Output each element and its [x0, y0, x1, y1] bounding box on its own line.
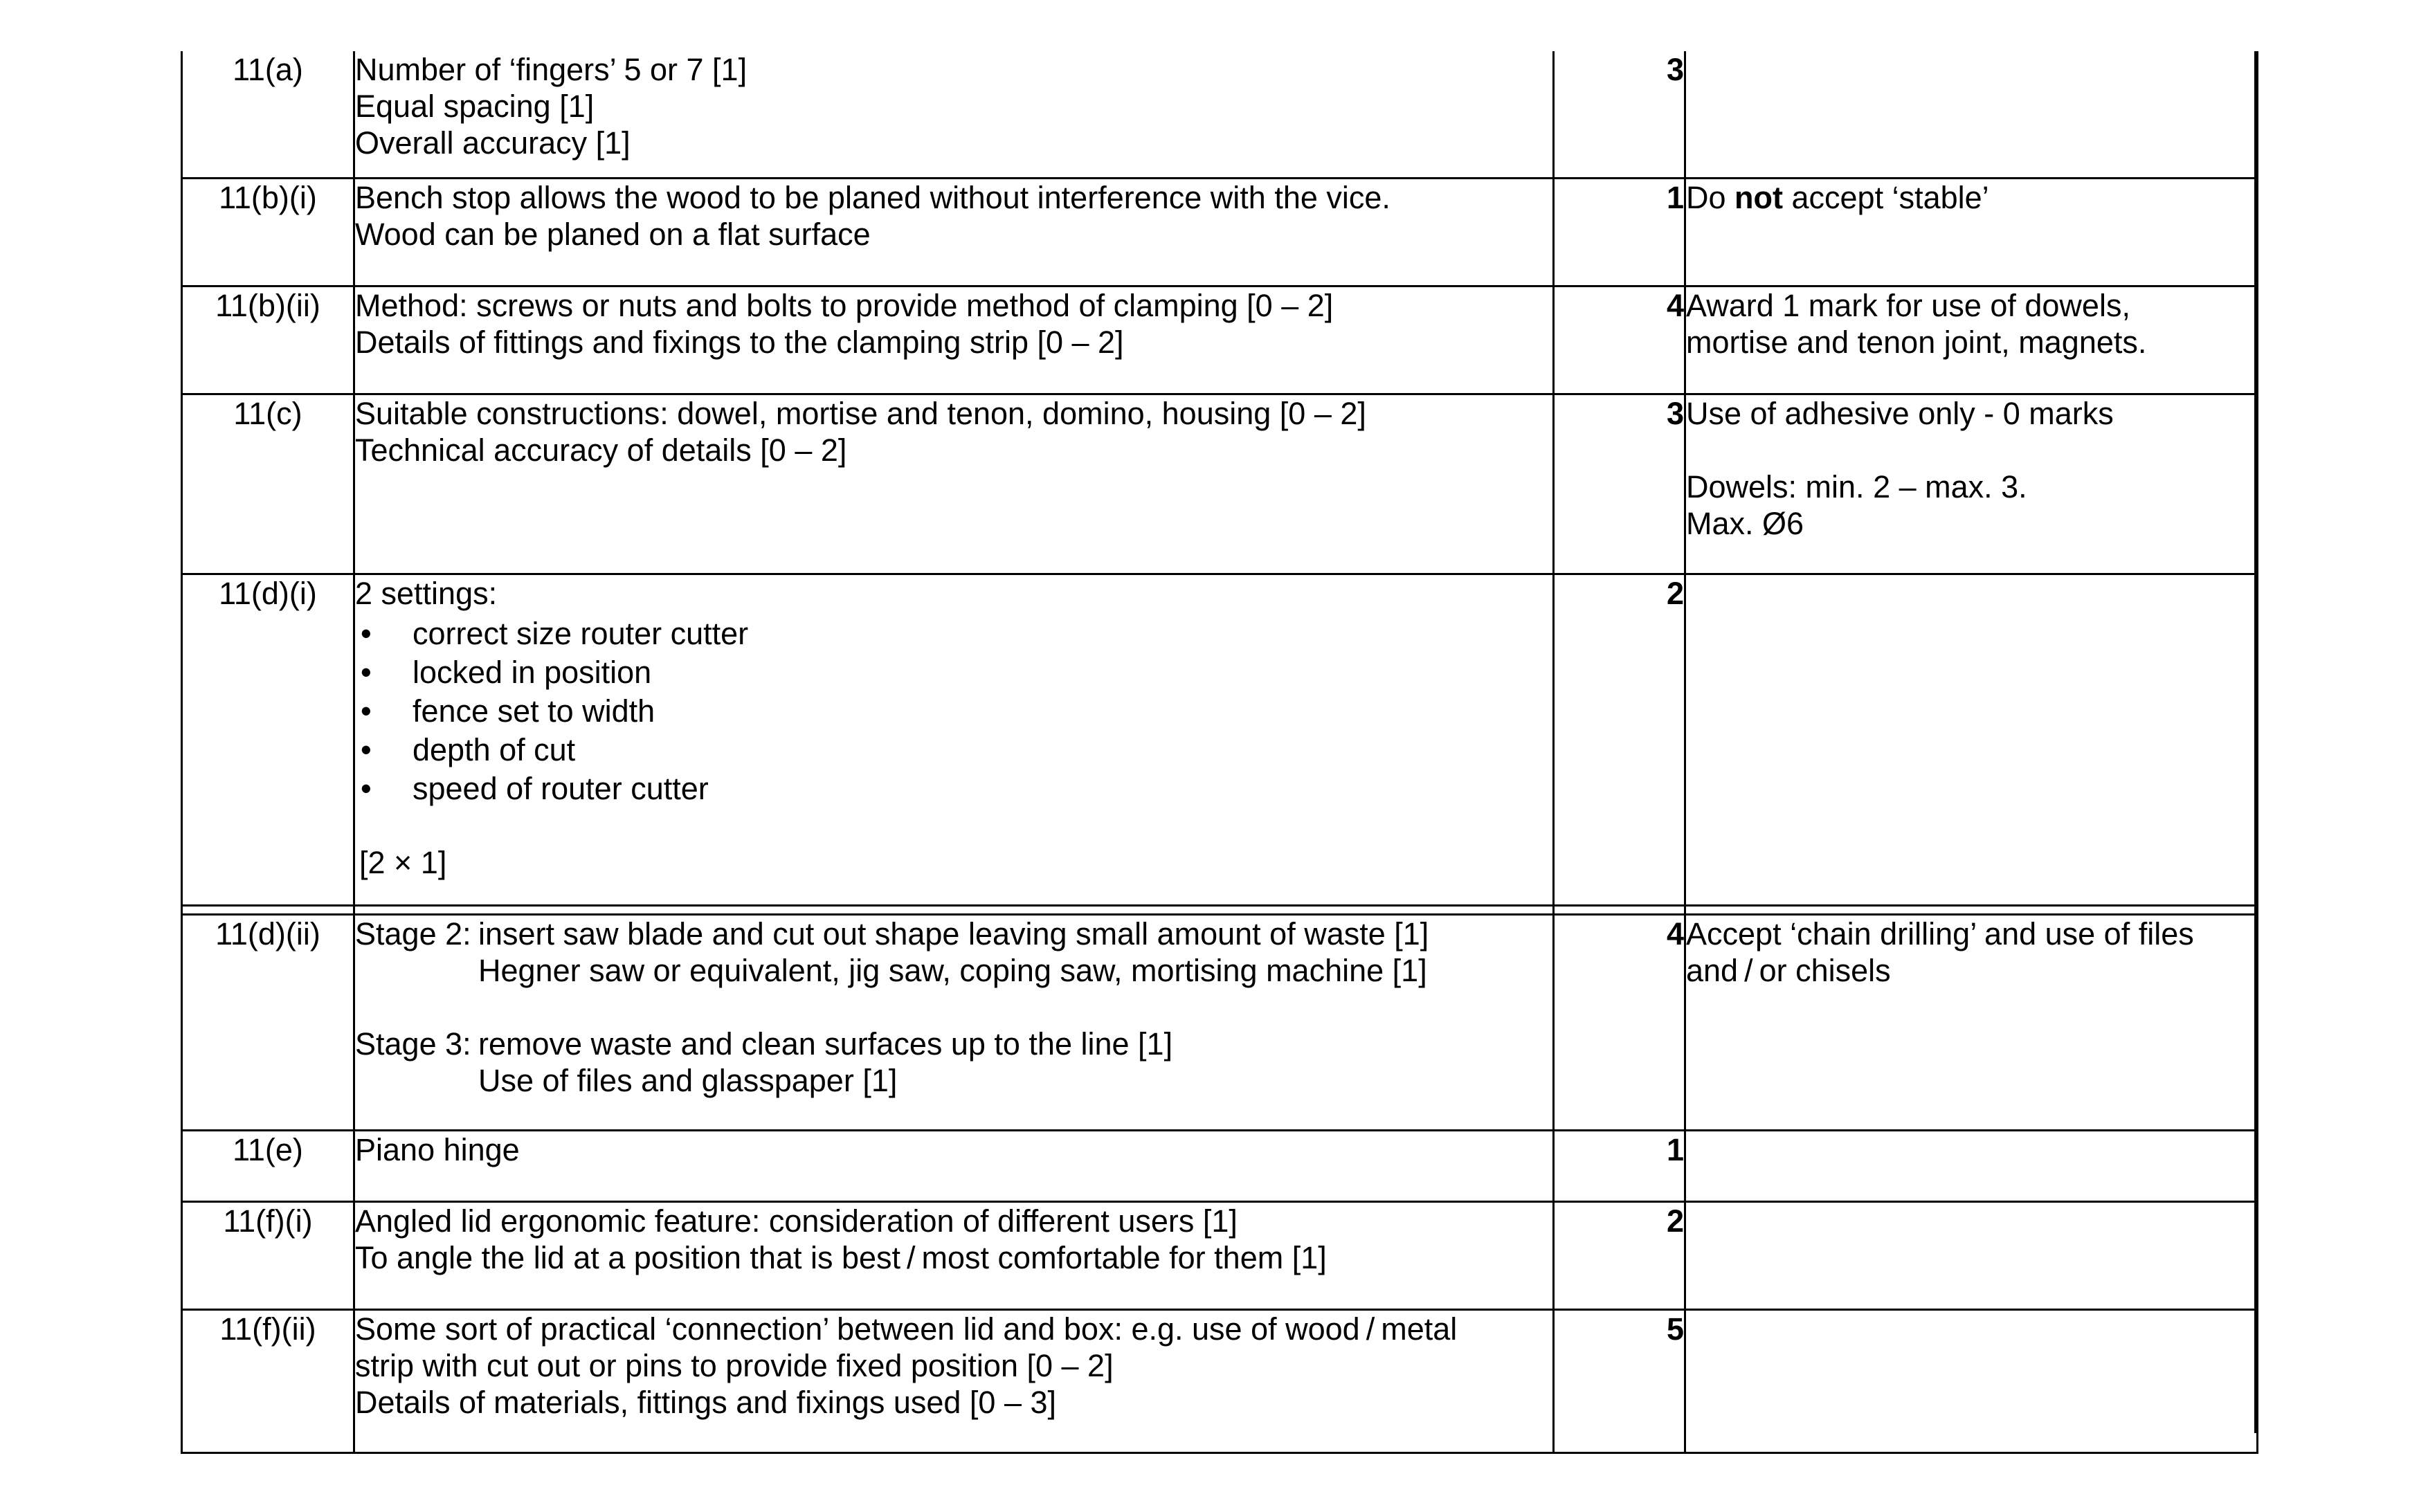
stage-line: insert saw blade and cut out shape leaving small amount of waste [1] [478, 916, 1429, 951]
guidance-cell [1685, 179, 2258, 286]
question-number: 11(f)(i) [182, 1202, 354, 1310]
answer-intro: 2 settings: [355, 576, 498, 611]
question-number: 11(f)(ii) [182, 1310, 354, 1453]
table-row [182, 179, 2258, 286]
marks-cell: 3 [1554, 51, 1685, 179]
answer-line: Details of fittings and fixings to the clamping strip [0 – 2] [355, 325, 1124, 360]
answer-line: Equal spacing [1] [355, 89, 595, 124]
guidance-line: Use of adhesive only - 0 marks [1686, 396, 2114, 431]
line-gap [1686, 432, 2256, 468]
answer-cell [354, 574, 1554, 906]
guidance-line: Award 1 mark for use of dowels, [1686, 288, 2130, 323]
question-number: 11(a) [182, 51, 354, 179]
answer-line: Details of materials, fittings and fixings used [0 – 3] [355, 1385, 1057, 1420]
answer-cell [354, 179, 1554, 286]
stage-label: Stage 3: [355, 1026, 471, 1062]
answer-line: Wood can be planed on a flat surface [355, 217, 871, 252]
stage-body [478, 916, 1552, 989]
question-number: 11(b)(i) [182, 179, 354, 286]
marks-cell: 1 [1554, 179, 1685, 286]
guidance-line: Dowels: min. 2 – max. 3. [1686, 469, 2027, 504]
marks-cell: 4 [1554, 286, 1685, 394]
list-item: • fence set to width [355, 692, 1552, 731]
stage-label: Stage 2: [355, 916, 471, 951]
mark-scheme-table [181, 51, 2258, 1454]
table-row [182, 1131, 2258, 1202]
answer-line: Overall accuracy [1] [355, 125, 631, 161]
stage-body [478, 1026, 1552, 1099]
separator-cell [354, 906, 1554, 915]
table-row [182, 394, 2258, 574]
answer-line: To angle the lid at a position that is best / most comfortable for them [1] [355, 1240, 1327, 1275]
list-item: • depth of cut [355, 731, 1552, 769]
answer-line: Angled lid ergonomic feature: consideration of different users [1] [355, 1203, 1238, 1239]
marks-cell: 5 [1554, 1310, 1685, 1453]
separator-cell [1554, 906, 1685, 915]
marks-cell: 1 [1554, 1131, 1685, 1202]
guidance-cell [1685, 1310, 2258, 1453]
question-number: 11(d)(ii) [182, 915, 354, 1131]
guidance-line [1686, 179, 2256, 216]
stage-line: remove waste and clean surfaces up to the line [1] [478, 1026, 1173, 1062]
answer-cell [354, 1310, 1554, 1453]
guidance-suffix: accept ‘stable’ [1783, 180, 1989, 215]
marks-cell: 3 [1554, 394, 1685, 574]
answer-cell [354, 286, 1554, 394]
answer-cell [354, 1131, 1554, 1202]
table-row [182, 51, 2258, 179]
table-row [182, 574, 2258, 906]
answer-cell [354, 51, 1554, 179]
stage-block [355, 916, 1552, 989]
answer-line: strip with cut out or pins to provide fixed position [0 – 2] [355, 1348, 1114, 1383]
stage-block [355, 1026, 1552, 1099]
guidance-cell [1685, 1131, 2258, 1202]
question-number: 11(e) [182, 1131, 354, 1202]
question-number: 11(d)(i) [182, 574, 354, 906]
page-break-separator [182, 906, 2258, 915]
question-number: 11(c) [182, 394, 354, 574]
answer-cell [354, 1202, 1554, 1310]
guidance-emphasis: not [1734, 180, 1783, 215]
guidance-cell [1685, 574, 2258, 906]
marks-cell: 4 [1554, 915, 1685, 1131]
answer-cell [354, 394, 1554, 574]
answer-line: Bench stop allows the wood to be planed without interference with the vice. [355, 180, 1390, 215]
line-gap [355, 989, 1552, 1026]
answer-line: Suitable constructions: dowel, mortise and tenon, domino, housing [0 – 2] [355, 396, 1366, 431]
table-row [182, 1202, 2258, 1310]
guidance-cell [1685, 394, 2258, 574]
list-item: • correct size router cutter [355, 614, 1552, 653]
guidance-line: Accept ‘chain drilling’ and use of files [1686, 916, 2194, 951]
guidance-cell [1685, 915, 2258, 1131]
guidance-prefix: Do [1686, 180, 1735, 215]
answer-line: Some sort of practical ‘connection’ between lid and box: e.g. use of wood / metal [355, 1311, 1458, 1347]
table-row [182, 286, 2258, 394]
table-row [182, 1310, 2258, 1453]
list-item: • speed of router cutter [355, 769, 1552, 808]
answer-line: Number of ‘fingers’ 5 or 7 [1] [355, 52, 748, 87]
marks-cell: 2 [1554, 1202, 1685, 1310]
guidance-line: Max. Ø6 [1686, 506, 1804, 541]
stage-line: Use of files and glasspaper [1] [478, 1063, 898, 1098]
guidance-line: mortise and tenon joint, magnets. [1686, 325, 2147, 360]
question-number: 11(b)(ii) [182, 286, 354, 394]
answer-footer: [2 × 1] [359, 845, 447, 880]
answer-line: Piano hinge [355, 1132, 520, 1167]
separator-cell [182, 906, 354, 915]
marks-cell: 2 [1554, 574, 1685, 906]
bullet-list [355, 614, 1552, 808]
stage-line: Hegner saw or equivalent, jig saw, coping saw, mortising machine [1] [478, 953, 1427, 988]
guidance-cell [1685, 51, 2258, 179]
answer-line: Method: screws or nuts and bolts to provide method of clamping [0 – 2] [355, 288, 1334, 323]
separator-cell [1685, 906, 2258, 915]
table-row [182, 915, 2258, 1131]
guidance-cell [1685, 1202, 2258, 1310]
guidance-cell [1685, 286, 2258, 394]
answer-line: Technical accuracy of details [0 – 2] [355, 432, 847, 468]
list-item: • locked in position [355, 653, 1552, 692]
guidance-line: and / or chisels [1686, 953, 1891, 988]
answer-cell [354, 915, 1554, 1131]
